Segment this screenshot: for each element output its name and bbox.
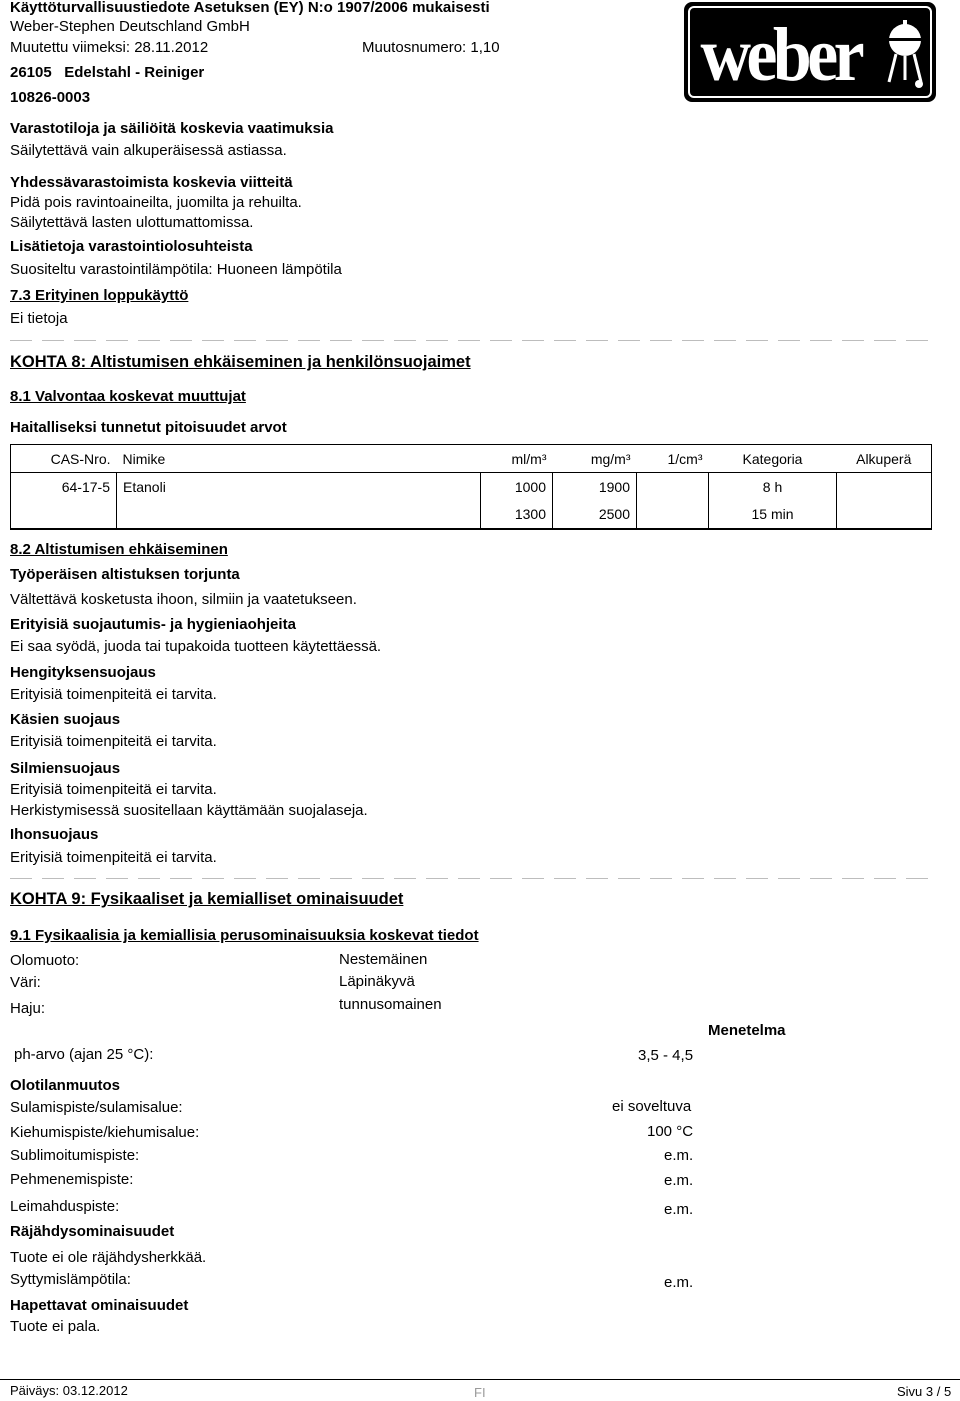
cell-origin — [837, 501, 932, 529]
cell-category: 8 h — [709, 473, 837, 501]
exposure-controls-heading: 8.2 Altistumisen ehkäiseminen — [10, 541, 228, 558]
softening-label: Pehmenemispiste: — [10, 1171, 134, 1188]
cell-fibers — [637, 473, 709, 501]
company-name: Weber-Stephen Deutschland GmbH — [10, 18, 250, 35]
section-8-title: KOHTA 8: Altistumisen ehkäiseminen ja henkilönsuojaimet — [10, 353, 471, 371]
weber-logo — [684, 2, 936, 102]
storage-conditions-heading: Lisätietoja varastointiolosuhteista — [10, 238, 253, 255]
odor-value: tunnusomainen — [339, 996, 442, 1013]
odor-label: Haju: — [10, 1000, 46, 1017]
joint-storage-text-1: Pidä pois ravintoaineilta, juomilta ja rehuilta. — [10, 194, 302, 211]
basic-properties-heading: 9.1 Fysikaalisia ja kemiallisia perusominaisuuksia koskevat tiedot — [10, 927, 479, 944]
hand-protection-text: Erityisiä toimenpiteitä ei tarvita. — [10, 733, 217, 750]
product-name: 26105 Edelstahl - Reiniger — [10, 64, 205, 81]
cell-mg: 2500 — [553, 501, 637, 529]
section-divider — [10, 878, 936, 879]
col-fibers: 1/cm³ — [637, 445, 709, 473]
method-header: Menetelma — [708, 1022, 786, 1039]
ignition-label: Syttymislämpötila: — [10, 1271, 131, 1288]
color-value: Läpinäkyvä — [339, 973, 415, 990]
footer-language: FI — [474, 1385, 486, 1400]
weber-logo-icon — [684, 2, 936, 102]
melting-value: ei soveltuva — [612, 1098, 692, 1115]
hygiene-heading: Erityisiä suojautumis- ja hygieniaohjeita — [10, 616, 296, 633]
ph-value: 3,5 - 4,5 — [638, 1047, 694, 1064]
oxidizing-text: Tuote ei pala. — [10, 1318, 101, 1335]
cell-name: Etanoli — [123, 478, 166, 495]
section-9-title: KOHTA 9: Fysikaaliset ja kemialliset ominaisuudet — [10, 890, 404, 908]
explosive-heading: Räjähdysominaisuudet — [10, 1223, 175, 1240]
footer-rule — [0, 1379, 960, 1380]
form-value: Nestemäinen — [339, 951, 428, 968]
work-exposure-text: Vältettävä kosketusta ihoon, silmiin ja vaatetukseen. — [10, 591, 357, 608]
work-exposure-heading: Työperäisen altistuksen torjunta — [10, 566, 240, 583]
hand-protection-heading: Käsien suojaus — [10, 711, 121, 728]
revised-date: Muutettu viimeksi: 28.11.2012 — [10, 39, 209, 56]
ph-label: ph-arvo (ajan 25 °C): — [14, 1046, 154, 1063]
section-divider — [10, 340, 936, 341]
softening-value: e.m. — [664, 1172, 694, 1189]
limit-values-heading: Haitalliseksi tunnetut pitoisuudet arvot — [10, 419, 287, 436]
footer-date: Päiväys: 03.12.2012 — [10, 1383, 128, 1398]
cell-mg: 1900 — [553, 473, 637, 501]
oxidizing-heading: Hapettavat ominaisuudet — [10, 1297, 189, 1314]
melting-label: Sulamispiste/sulamisalue: — [10, 1099, 183, 1116]
ignition-value: e.m. — [664, 1274, 694, 1291]
control-parameters-heading: 8.1 Valvontaa koskevat muuttujat — [10, 388, 246, 405]
eye-protection-text-2: Herkistymisessä suositellaan käyttämään suojalaseja. — [10, 802, 368, 819]
doc-header-title: Käyttöturvallisuustiedote Asetuksen (EY) N:o 1907/2006 mukaisesti — [10, 0, 490, 16]
flash-point-label: Leimahduspiste: — [10, 1198, 120, 1215]
table-row — [11, 501, 932, 529]
logo-wordmark: weber — [700, 12, 861, 97]
eye-protection-text-1: Erityisiä toimenpiteitä ei tarvita. — [10, 781, 217, 798]
joint-storage-text-2: Säilytettävä lasten ulottumattomissa. — [10, 214, 254, 231]
joint-storage-heading: Yhdessävarastoimista koskevia viitteitä — [10, 174, 293, 191]
skin-protection-heading: Ihonsuojaus — [10, 826, 99, 843]
sublimation-value: e.m. — [664, 1147, 694, 1164]
cell-fibers — [637, 501, 709, 529]
cell-name — [117, 501, 481, 529]
boiling-label: Kiehumispiste/kiehumisalue: — [10, 1124, 200, 1141]
eye-protection-heading: Silmiensuojaus — [10, 760, 121, 777]
col-mg: mg/m³ — [553, 445, 637, 473]
table-row — [11, 473, 932, 501]
flash-point-value: e.m. — [664, 1201, 694, 1218]
specific-end-use-heading: 7.3 Erityinen loppukäyttö — [10, 287, 189, 304]
storage-req-heading: Varastotiloja ja säiliöitä koskevia vaatimuksia — [10, 120, 334, 137]
cell-category: 15 min — [709, 501, 837, 529]
revision-number: Muutosnumero: 1,10 — [362, 39, 500, 56]
form-label: Olomuoto: — [10, 952, 80, 969]
col-category: Kategoria — [709, 445, 837, 473]
respiratory-text: Erityisiä toimenpiteitä ei tarvita. — [10, 686, 217, 703]
skin-protection-text: Erityisiä toimenpiteitä ei tarvita. — [10, 849, 217, 866]
sublimation-label: Sublimoitumispiste: — [10, 1147, 140, 1164]
table-header-row — [11, 445, 932, 473]
boiling-value: 100 °C — [647, 1123, 694, 1140]
cell-ml: 1300 — [481, 501, 553, 529]
state-change-heading: Olotilanmuutos — [10, 1077, 120, 1094]
hygiene-text: Ei saa syödä, juoda tai tupakoida tuotteen käytettäessä. — [10, 638, 382, 655]
product-code: 10826-0003 — [10, 89, 91, 106]
cell-ml: 1000 — [481, 473, 553, 501]
footer-page-number: Sivu 3 / 5 — [897, 1384, 952, 1399]
respiratory-heading: Hengityksensuojaus — [10, 664, 156, 681]
cell-cas — [11, 501, 117, 529]
storage-req-text: Säilytettävä vain alkuperäisessä astiassa. — [10, 142, 287, 159]
col-ml: ml/m³ — [481, 445, 553, 473]
storage-conditions-text: Suositeltu varastointilämpötila: Huoneen lämpötila — [10, 261, 342, 278]
specific-end-use-text: Ei tietoja — [10, 310, 68, 327]
explosive-text: Tuote ei ole räjähdysherkkää. — [10, 1249, 207, 1266]
color-label: Väri: — [10, 974, 41, 991]
cell-origin — [837, 473, 932, 501]
col-name: Nimike — [117, 445, 481, 473]
exposure-limits-table — [10, 444, 932, 530]
col-cas: CAS-Nro. — [11, 445, 117, 473]
col-origin: Alkuperä — [837, 445, 932, 473]
cell-cas: 64-17-5 — [11, 473, 117, 501]
